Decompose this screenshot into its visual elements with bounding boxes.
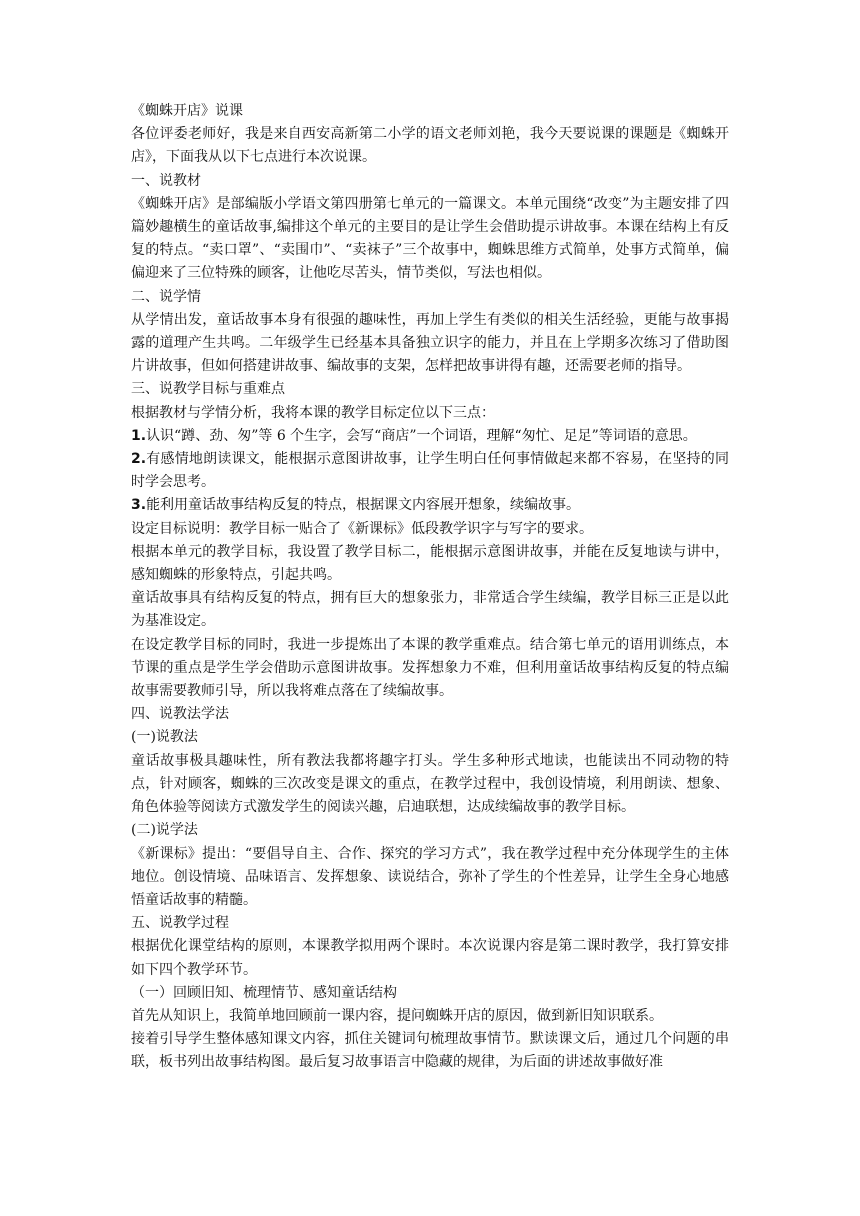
subheading-teaching-method: (一)说教法 xyxy=(131,729,198,746)
document-body xyxy=(131,100,729,1075)
goals-explanation-3: 童话故事具有结构反复的特点，拥有巨大的想象张力，非常适合学生续编，教学目标三正是以此为基准设定。 xyxy=(131,590,729,630)
subheading-learning-method: (二)说学法 xyxy=(131,822,198,839)
goal-item-2 xyxy=(131,448,729,494)
section-heading-process: 五、说教学过程 xyxy=(131,915,229,932)
goal-item-3 xyxy=(131,494,729,517)
goal-number-3: 3. xyxy=(131,497,147,514)
key-points-paragraph: 在设定教学目标的同时，我进一步提炼出了本课的教学重难点。结合第七单元的语用训练点，本节课的重点是学生学会借助示意图讲故事。发挥想象力不难，但利用童话故事结构反复的特点编故事需要教师引导，所以我将难点落在了续编故事。 xyxy=(131,636,729,700)
section-heading-goals: 三、说教学目标与重难点 xyxy=(131,381,285,398)
document-title: 《蜘蛛开店》说课 xyxy=(131,103,243,119)
goals-explanation-1: 设定目标说明：教学目标一贴合了《新课标》低段教学识字与写字的要求。 xyxy=(131,520,593,537)
goal-number-2: 2. xyxy=(131,451,147,468)
students-paragraph: 从学情出发，童话故事本身有很强的趣味性，再加上学生有类似的相关生活经验，更能与故事揭露的道理产生共鸣。二年级学生已经基本具备独立识字的能力，并且在上学期多次练习了借助图片讲故事，但如何搭建讲故事、编故事的支架，怎样把故事讲得有趣，还需要老师的指导。 xyxy=(131,311,729,375)
teaching-method-paragraph: 童话故事极具趣味性，所有教法我都将趣字打头。学生多种形式地读，也能读出不同动物的特点，针对顾客，蜘蛛的三次改变是课文的重点，在教学过程中，我创设情境，利用朗读、想象、角色体验等阅读方式激发学生的阅读兴趣，启迪联想，达成续编故事的教学目标。 xyxy=(131,752,729,816)
textbook-paragraph: 《蜘蛛开店》是部编版小学语文第四册第七单元的一篇课文。本单元围绕“改变”为主题安排了四篇妙趣横生的童话故事,编排这个单元的主要目的是让学生会借助提示讲故事。本课在结构上有反复的特点。“卖口罩”、“卖围巾”、“卖袜子”三个故事中，蜘蛛思维方式简单，处事方式简单，偏偏迎来了三位特殊的顾客，让他吃尽苦头，情节类似，写法也相似。 xyxy=(131,195,729,282)
section-heading-textbook: 一、说教材 xyxy=(131,172,201,189)
goal-text-1: 认识“蹲、劲、匆”等 6 个生字，会写“商店”一个词语，理解“匆忙、足足”等词语的意思。 xyxy=(146,427,697,444)
goal-number-1: 1. xyxy=(131,427,147,444)
goal-text-3: 能利用童话故事结构反复的特点，根据课文内容展开想象，续编故事。 xyxy=(146,497,581,514)
review-paragraph-2: 接着引导学生整体感知课文内容，抓住关键词句梳理故事情节。默读课文后，通过几个问题的串联，板书列出故事结构图。最后复习故事语言中隐藏的规律，为后面的讲述故事做好准 xyxy=(131,1031,729,1071)
review-paragraph-1: 首先从知识上，我简单地回顾前一课内容，提问蜘蛛开店的原因，做到新旧知识联系。 xyxy=(131,1007,663,1024)
goals-explanation-2: 根据本单元的教学目标，我设置了教学目标二，能根据示意图讲故事，并能在反复地读与讲中，感知蜘蛛的形象特点，引起共鸣。 xyxy=(131,543,729,584)
goal-text-2: 有感情地朗读课文，能根据示意图讲故事，让学生明白任何事情做起来都不容易，在坚持的同时学会思考。 xyxy=(131,451,729,491)
intro-paragraph: 各位评委老师好，我是来自西安高新第二小学的语文老师刘艳，我今天要说课的课题是《蜘蛛开店》，下面我从以下七点进行本次说课。 xyxy=(131,126,729,166)
goal-item-1 xyxy=(131,425,729,448)
learning-method-paragraph: 《新课标》提出：“要倡导自主、合作、探究的学习方式”，我在教学过程中充分体现学生的主体地位。创设情境、品味语言、发挥想象、读说结合，弥补了学生的个性差异，让学生全身心地感悟童话故事的精髓。 xyxy=(131,845,729,908)
process-intro-paragraph: 根据优化课堂结构的原则，本课教学拟用两个课时。本次说课内容是第二课时教学，我打算安排如下四个教学环节。 xyxy=(131,938,729,978)
section-heading-methods: 四、说教法学法 xyxy=(131,706,229,723)
subheading-review: （一）回顾旧知、梳理情节、感知童话结构 xyxy=(131,984,397,1001)
section-heading-students: 二、说学情 xyxy=(131,288,201,305)
goals-intro-paragraph: 根据教材与学情分析，我将本课的教学目标定位以下三点： xyxy=(131,404,495,421)
